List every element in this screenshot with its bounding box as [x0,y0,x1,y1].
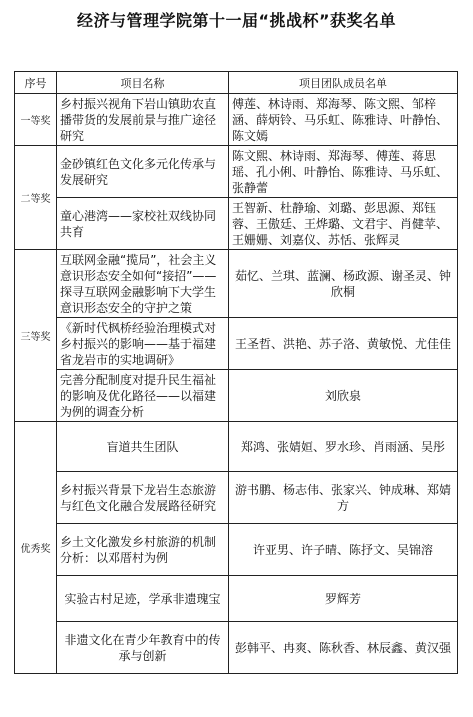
award-table [14,71,458,674]
project-name: 乡村振兴背景下龙岩生态旅游与红色文化融合发展路径研究 [57,472,229,524]
project-name: 金砂镇红色文化多元化传承与发展研究 [57,146,229,198]
team-members: 郑鸿、张婧姮、罗水珍、肖雨涵、吴彤 [229,422,458,472]
project-name: 乡土文化激发乡村旅游的机制分析：以邓厝村为例 [57,524,229,576]
header-project: 项目名称 [57,72,229,94]
table-row [15,422,458,472]
team-members: 刘欣泉 [229,370,458,422]
project-name: 非遗文化在青少年教育中的传承与创新 [57,622,229,674]
table-row [15,472,458,524]
team-members: 彭韩平、冉爽、陈秋香、林辰鑫、黄汉强 [229,622,458,674]
page-title: 经济与管理学院第十一届“挑战杯”获奖名单 [76,11,397,30]
table-row [15,370,458,422]
project-name: 《新时代枫桥经验治理模式对乡村振兴的影响——基于福建省龙岩市的实地调研》 [57,318,229,370]
category-excellent: 优秀奖 [15,422,57,674]
table-row [15,318,458,370]
table-row [15,250,458,318]
table-row [15,576,458,622]
table-row [15,94,458,146]
project-name: 完善分配制度对提升民生福祉的影响及优化路径——以福建为例的调查分析 [57,370,229,422]
project-name: 童心港湾——家校社双线协同共育 [57,198,229,250]
project-name: 实验古村足迹，学承非遗瑰宝 [57,576,229,622]
table-row [15,198,458,250]
team-members: 茹忆、兰琪、蓝澜、杨政源、谢圣灵、钟欣桐 [229,250,458,318]
project-name: 盲道共生团队 [57,422,229,472]
team-members: 游书鹏、杨志伟、张家兴、钟成琳、郑婧方 [229,472,458,524]
header-members: 项目团队成员名单 [229,72,458,94]
team-members: 王智新、杜静瑜、刘璐、彭思源、郑钰蓉、王傲廷、王烨璐、文君宇、肖健苹、王姗姗、刘嘉仪、苏恬、张辉灵 [229,198,458,250]
team-members: 陈文熙、林诗雨、郑海琴、傅莲、蒋思瑶、孔小俐、叶静怡、陈雅诗、马乐虹、张静蕾 [229,146,458,198]
category-first: 一等奖 [15,94,57,146]
category-third: 三等奖 [15,250,57,422]
category-second: 二等奖 [15,146,57,250]
project-name: 互联网金融“揽局”，社会主义意识形态安全如何“接招”——探寻互联网金融影响下大学生意识形态安全的守护之策 [57,250,229,318]
team-members: 王圣哲、洪艳、苏子洛、黄敏悦、尤佳佳 [229,318,458,370]
project-name: 乡村振兴视角下岩山镇助农直播带货的发展前景与推广途径研究 [57,94,229,146]
table-header-row [15,72,458,94]
team-members: 傅莲、林诗雨、郑海琴、陈文熙、邹梓涵、薛炳铃、马乐虹、陈雅诗、叶静怡、陈文嫣 [229,94,458,146]
table-row [15,146,458,198]
team-members: 罗辉芳 [229,576,458,622]
table-row [15,622,458,674]
team-members: 许亚男、许子晴、陈抒文、吴锦溶 [229,524,458,576]
table-row [15,524,458,576]
header-serial: 序号 [15,72,57,94]
